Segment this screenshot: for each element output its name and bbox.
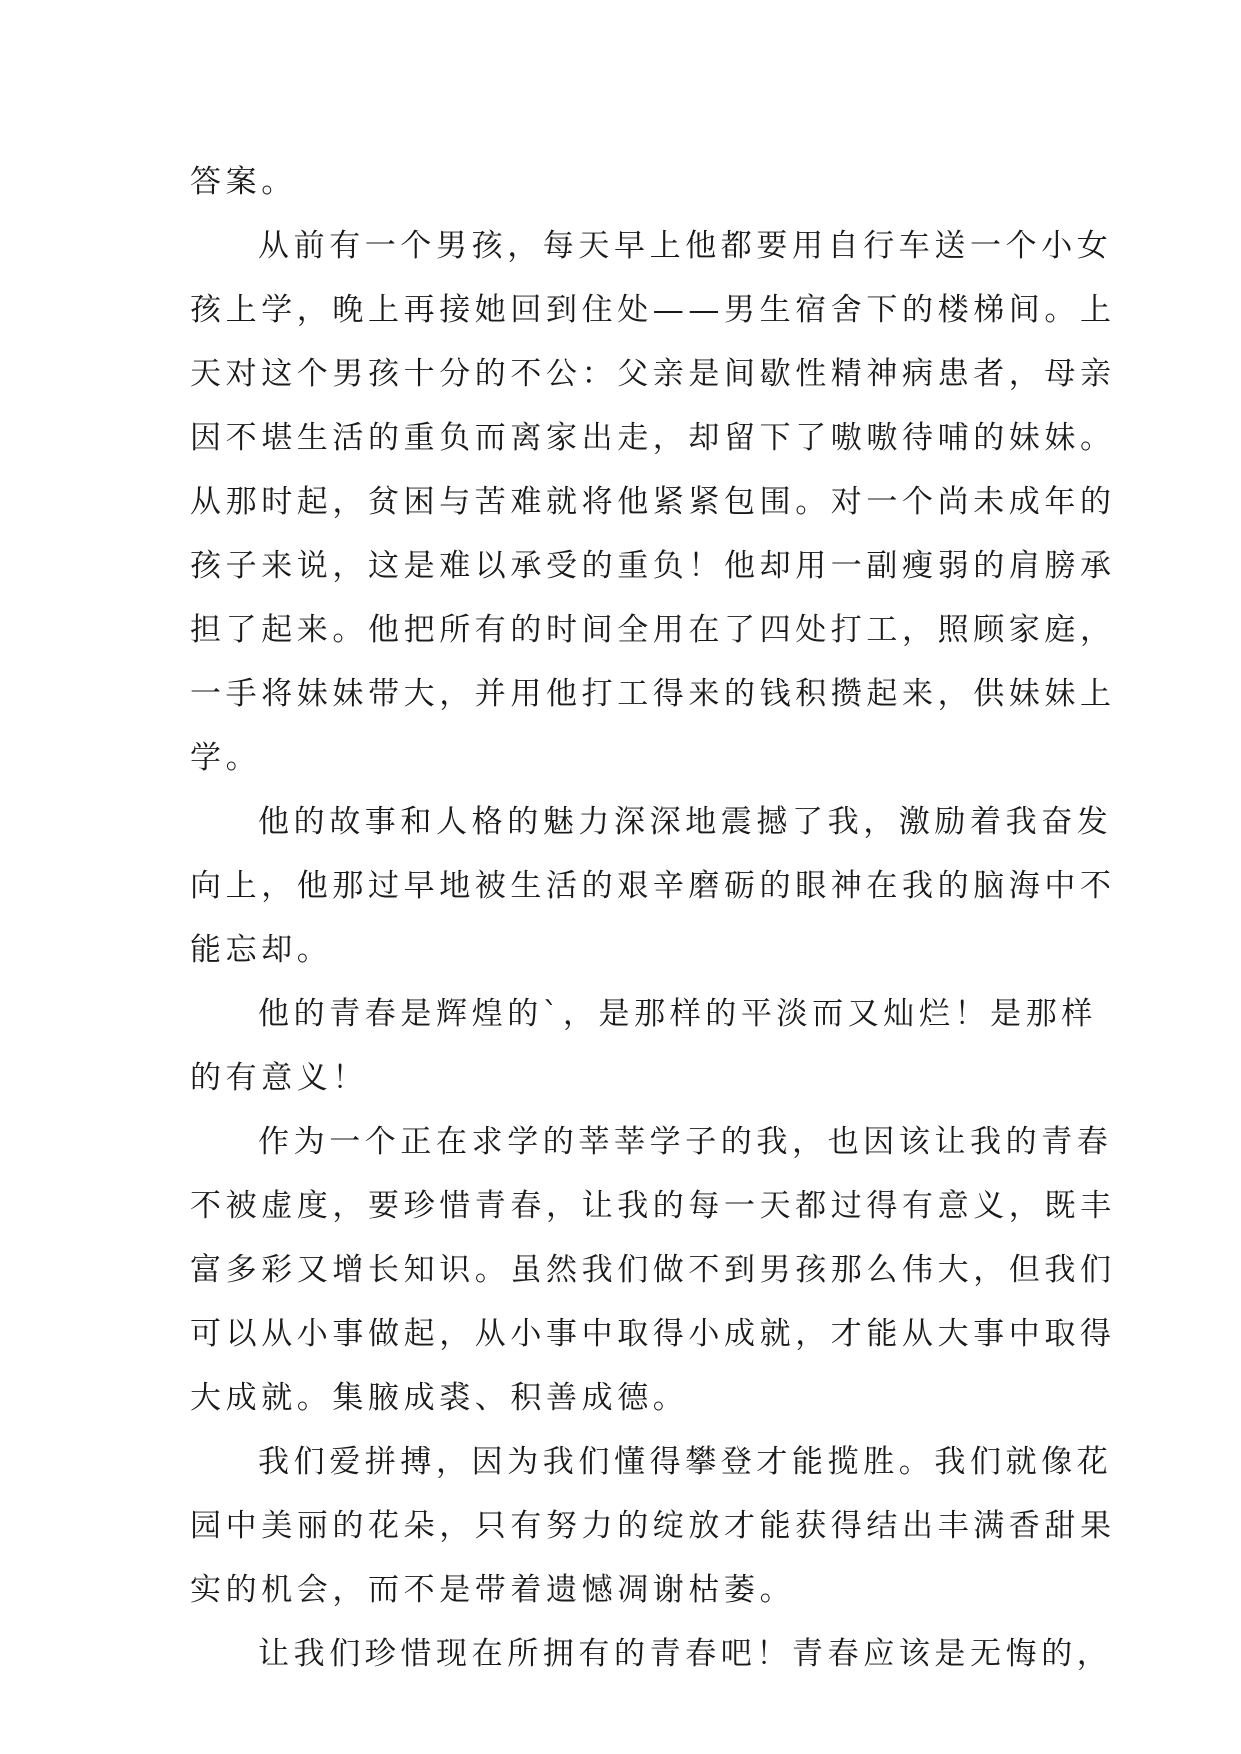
paragraph-start-line: 他的青春是辉煌的`，是那样的平淡而又灿烂！是那样 xyxy=(258,996,1097,1032)
text-line: 答案。 xyxy=(190,164,297,200)
paragraph-start-line: 从前有一个男孩，每天早上他都要用自行车送一个小女 xyxy=(258,228,1113,264)
text-line: 一手将妹妹带大，并用他打工得来的钱积攒起来，供妹妹上 xyxy=(190,676,1116,712)
text-line: 学。 xyxy=(190,740,262,776)
text-line: 的有意义！ xyxy=(190,1060,368,1096)
paragraph-start-line: 让我们珍惜现在所拥有的青春吧！青春应该是无悔的， xyxy=(258,1636,1113,1672)
text-line: 从那时起，贫困与苦难就将他紧紧包围。对一个尚未成年的 xyxy=(190,484,1116,520)
text-line: 孩上学，晚上再接她回到住处——男生宿舍下的楼梯间。上 xyxy=(190,292,1116,328)
text-line: 实的机会，而不是带着遗憾凋谢枯萎。 xyxy=(190,1572,796,1608)
paragraph-start-line: 我们爱拼搏，因为我们懂得攀登才能揽胜。我们就像花 xyxy=(258,1444,1113,1480)
text-line: 园中美丽的花朵，只有努力的绽放才能获得结出丰满香甜果 xyxy=(190,1508,1116,1544)
text-line: 可以从小事做起，从小事中取得小成就，才能从大事中取得 xyxy=(190,1316,1116,1352)
text-line: 因不堪生活的重负而离家出走，却留下了嗷嗷待哺的妹妹。 xyxy=(190,420,1116,456)
text-line: 担了起来。他把所有的时间全用在了四处打工，照顾家庭， xyxy=(190,612,1116,648)
paragraph-start-line: 他的故事和人格的魅力深深地震撼了我，激励着我奋发 xyxy=(258,804,1113,840)
text-line: 天对这个男孩十分的不公：父亲是间歇性精神病患者，母亲 xyxy=(190,356,1116,392)
text-line: 能忘却。 xyxy=(190,932,333,968)
paragraph-start-line: 作为一个正在求学的莘莘学子的我，也因该让我的青春 xyxy=(258,1124,1113,1160)
text-line: 孩子来说，这是难以承受的重负！他却用一副瘦弱的肩膀承 xyxy=(190,548,1116,584)
text-line: 富多彩又增长知识。虽然我们做不到男孩那么伟大，但我们 xyxy=(190,1252,1116,1288)
text-line: 不被虚度，要珍惜青春，让我的每一天都过得有意义，既丰 xyxy=(190,1188,1116,1224)
text-line: 大成就。集腋成裘、积善成德。 xyxy=(190,1380,689,1416)
body-text xyxy=(190,150,1116,1686)
text-line: 向上，他那过早地被生活的艰辛磨砺的眼神在我的脑海中不 xyxy=(190,868,1116,904)
